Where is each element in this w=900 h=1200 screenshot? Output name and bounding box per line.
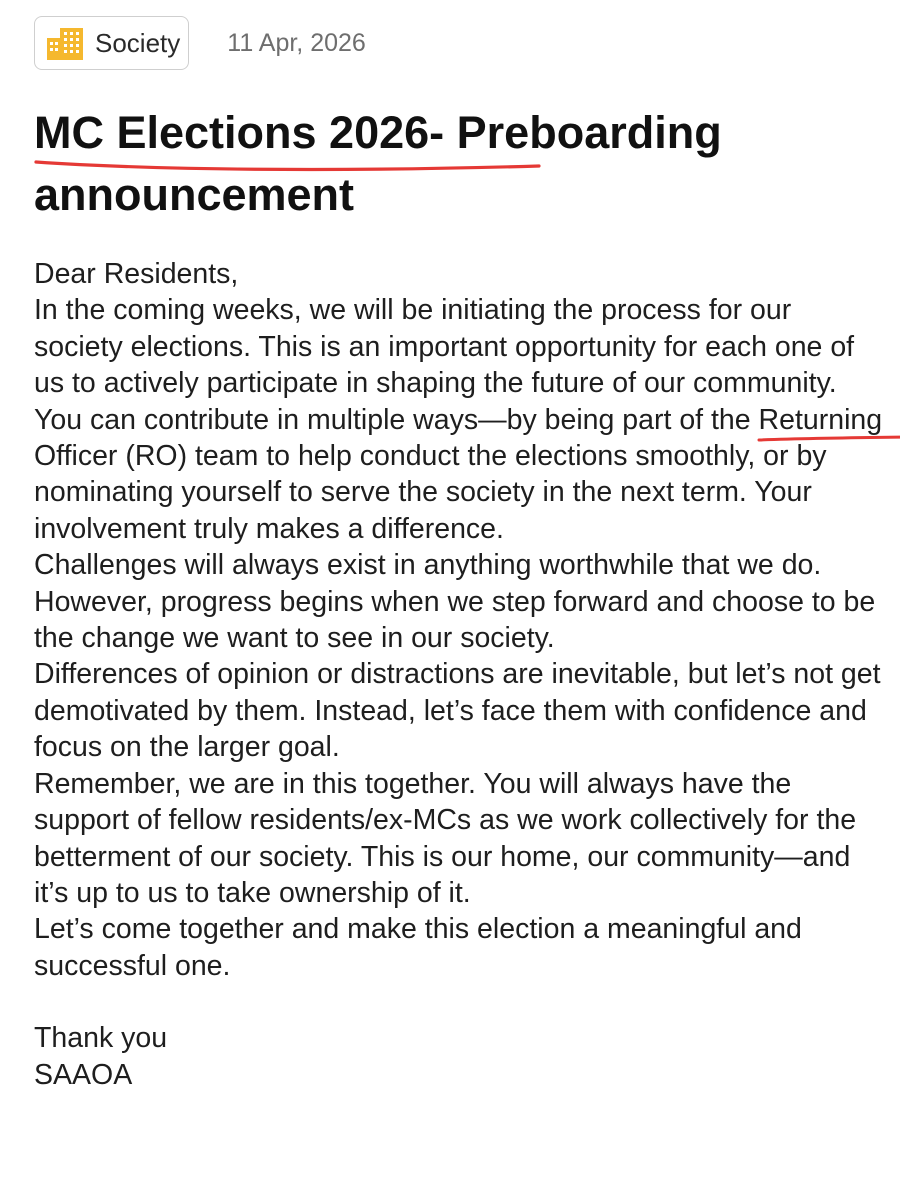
red-underline-mark (34, 154, 544, 174)
paragraph-6: Let’s come together and make this election a meaningful and successful one. (34, 913, 802, 982)
building-icon (45, 26, 85, 60)
post-header (34, 14, 366, 72)
post-date: 11 Apr, 2026 (227, 28, 366, 57)
signature: SAAOA (34, 1058, 133, 1091)
post-body (34, 256, 884, 1093)
title-rest-line1: Preboarding (444, 107, 722, 158)
post-title (34, 102, 874, 226)
paragraph-5: Remember, we are in this together. You will always have the support of fellow residents/ex-MCs as we work collectively for the betterment of our society. This is our home, our community—and it’s up to us to take ownership of it. (34, 767, 857, 909)
red-underline-mark-ro (759, 433, 900, 447)
paragraph-3: Challenges will always exist in anything worthwhile that we do. However, progress begins when we step forward and choose to be the change we want to see in our society. (34, 549, 876, 655)
closing: Thank you (34, 1022, 168, 1055)
title-line2: announcement (34, 169, 355, 220)
spacer (34, 984, 884, 1020)
paragraph-2: You can contribute in multiple ways—by being part of the Returning Officer (RO) team to help conduct the elections smoothly, or by nominating yourself to serve the society in the next term. Your involvement truly makes a difference. (34, 402, 884, 548)
paragraph-4: Differences of opinion or distractions are inevitable, but let’s not get demotivated by them. Instead, let’s face them with confidence and focus on the larger goal. (34, 658, 881, 764)
greeting: Dear Residents, (34, 258, 239, 290)
title-underlined-part: MC Elections 2026- (34, 102, 444, 164)
paragraph-1: In the coming weeks, we will be initiating the process for our society elections. This is an important opportunity for each one of us to actively participate in shaping the future of our community. (34, 294, 855, 400)
category-chip[interactable] (34, 16, 189, 70)
returning-officer-underlined: Returning Officer (RO) (34, 404, 882, 472)
category-label: Society (95, 27, 181, 58)
